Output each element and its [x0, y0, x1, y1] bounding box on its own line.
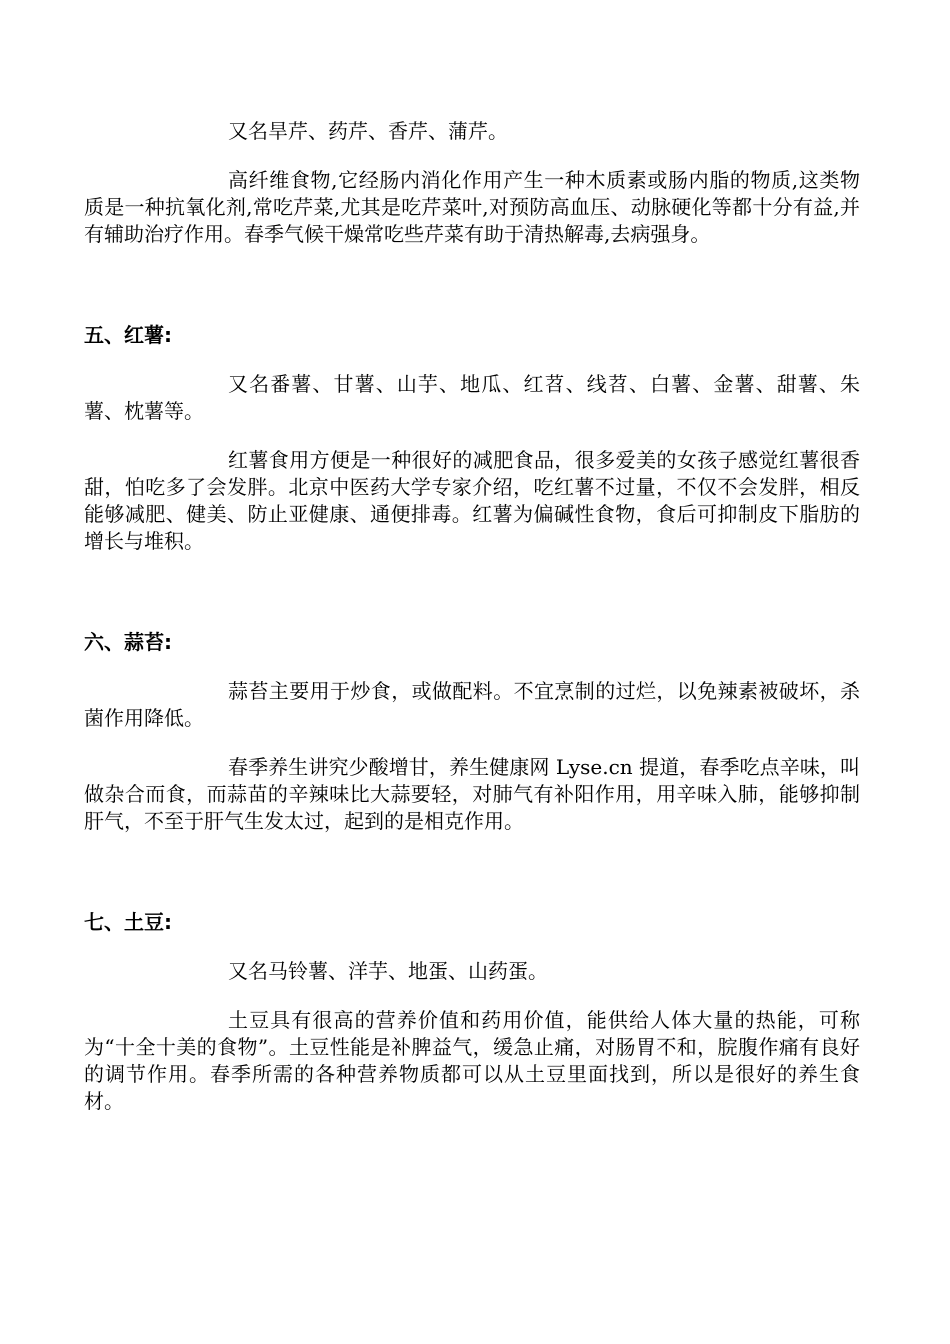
- section-heading-sweet-potato: 五、红薯:: [84, 323, 172, 347]
- sweet-potato-alias-paragraph: 又名番薯、甘薯、山芋、地瓜、红苕、线苕、白薯、金薯、甜薯、朱薯、枕薯等。: [84, 372, 860, 423]
- document-body: [84, 118, 860, 1115]
- garlic-sprout-benefit-paragraph: 春季养生讲究少酸增甘，养生健康网 Lyse.cn 提道，春季吃点辛味，叫做杂合而食，而蒜苗的辛辣味比大蒜要轻，对肺气有补阳作用，用辛味入肺，能够抑制肝气，不至于肝气生发太过，起到的是相克作用。: [84, 755, 860, 833]
- potato-benefit-paragraph: 土豆具有很高的营养价值和药用价值，能供给人体大量的热能，可称为“十全十美的食物”。土豆性能是补脾益气，缓急止痛，对肠胃不和，脘腹作痛有良好的调节作用。春季所需的各种营养物质都可以从土豆里面找到，所以是很好的养生食材。: [84, 1008, 860, 1113]
- celery-alias-paragraph: 又名旱芹、药芹、香芹、蒲芹。: [228, 119, 508, 143]
- section-heading-garlic-sprout: 六、蒜苔:: [84, 630, 172, 654]
- sweet-potato-benefit-paragraph: 红薯食用方便是一种很好的减肥食品，很多爱美的女孩子感觉红薯很香甜，怕吃多了会发胖。北京中医药大学专家介绍，吃红薯不过量，不仅不会发胖，相反能够减肥、健美、防止亚健康、通便排毒。红薯为偏碱性食物，食后可抑制皮下脂肪的增长与堆积。: [84, 448, 860, 553]
- celery-benefit-paragraph: 高纤维食物,它经肠内消化作用产生一种木质素或肠内脂的物质,这类物质是一种抗氧化剂,常吃芹菜,尤其是吃芹菜叶,对预防高血压、动脉硬化等都十分有益,并有辅助治疗作用。春季气候干燥常吃些芹菜有助于清热解毒,去病强身。: [84, 168, 860, 246]
- garlic-sprout-usage-paragraph: 蒜苔主要用于炒食，或做配料。不宜烹制的过烂，以免辣素被破坏，杀菌作用降低。: [84, 679, 860, 730]
- section-heading-potato: 七、土豆:: [84, 910, 172, 934]
- potato-alias-paragraph: 又名马铃薯、洋芋、地蛋、山药蛋。: [228, 959, 548, 983]
